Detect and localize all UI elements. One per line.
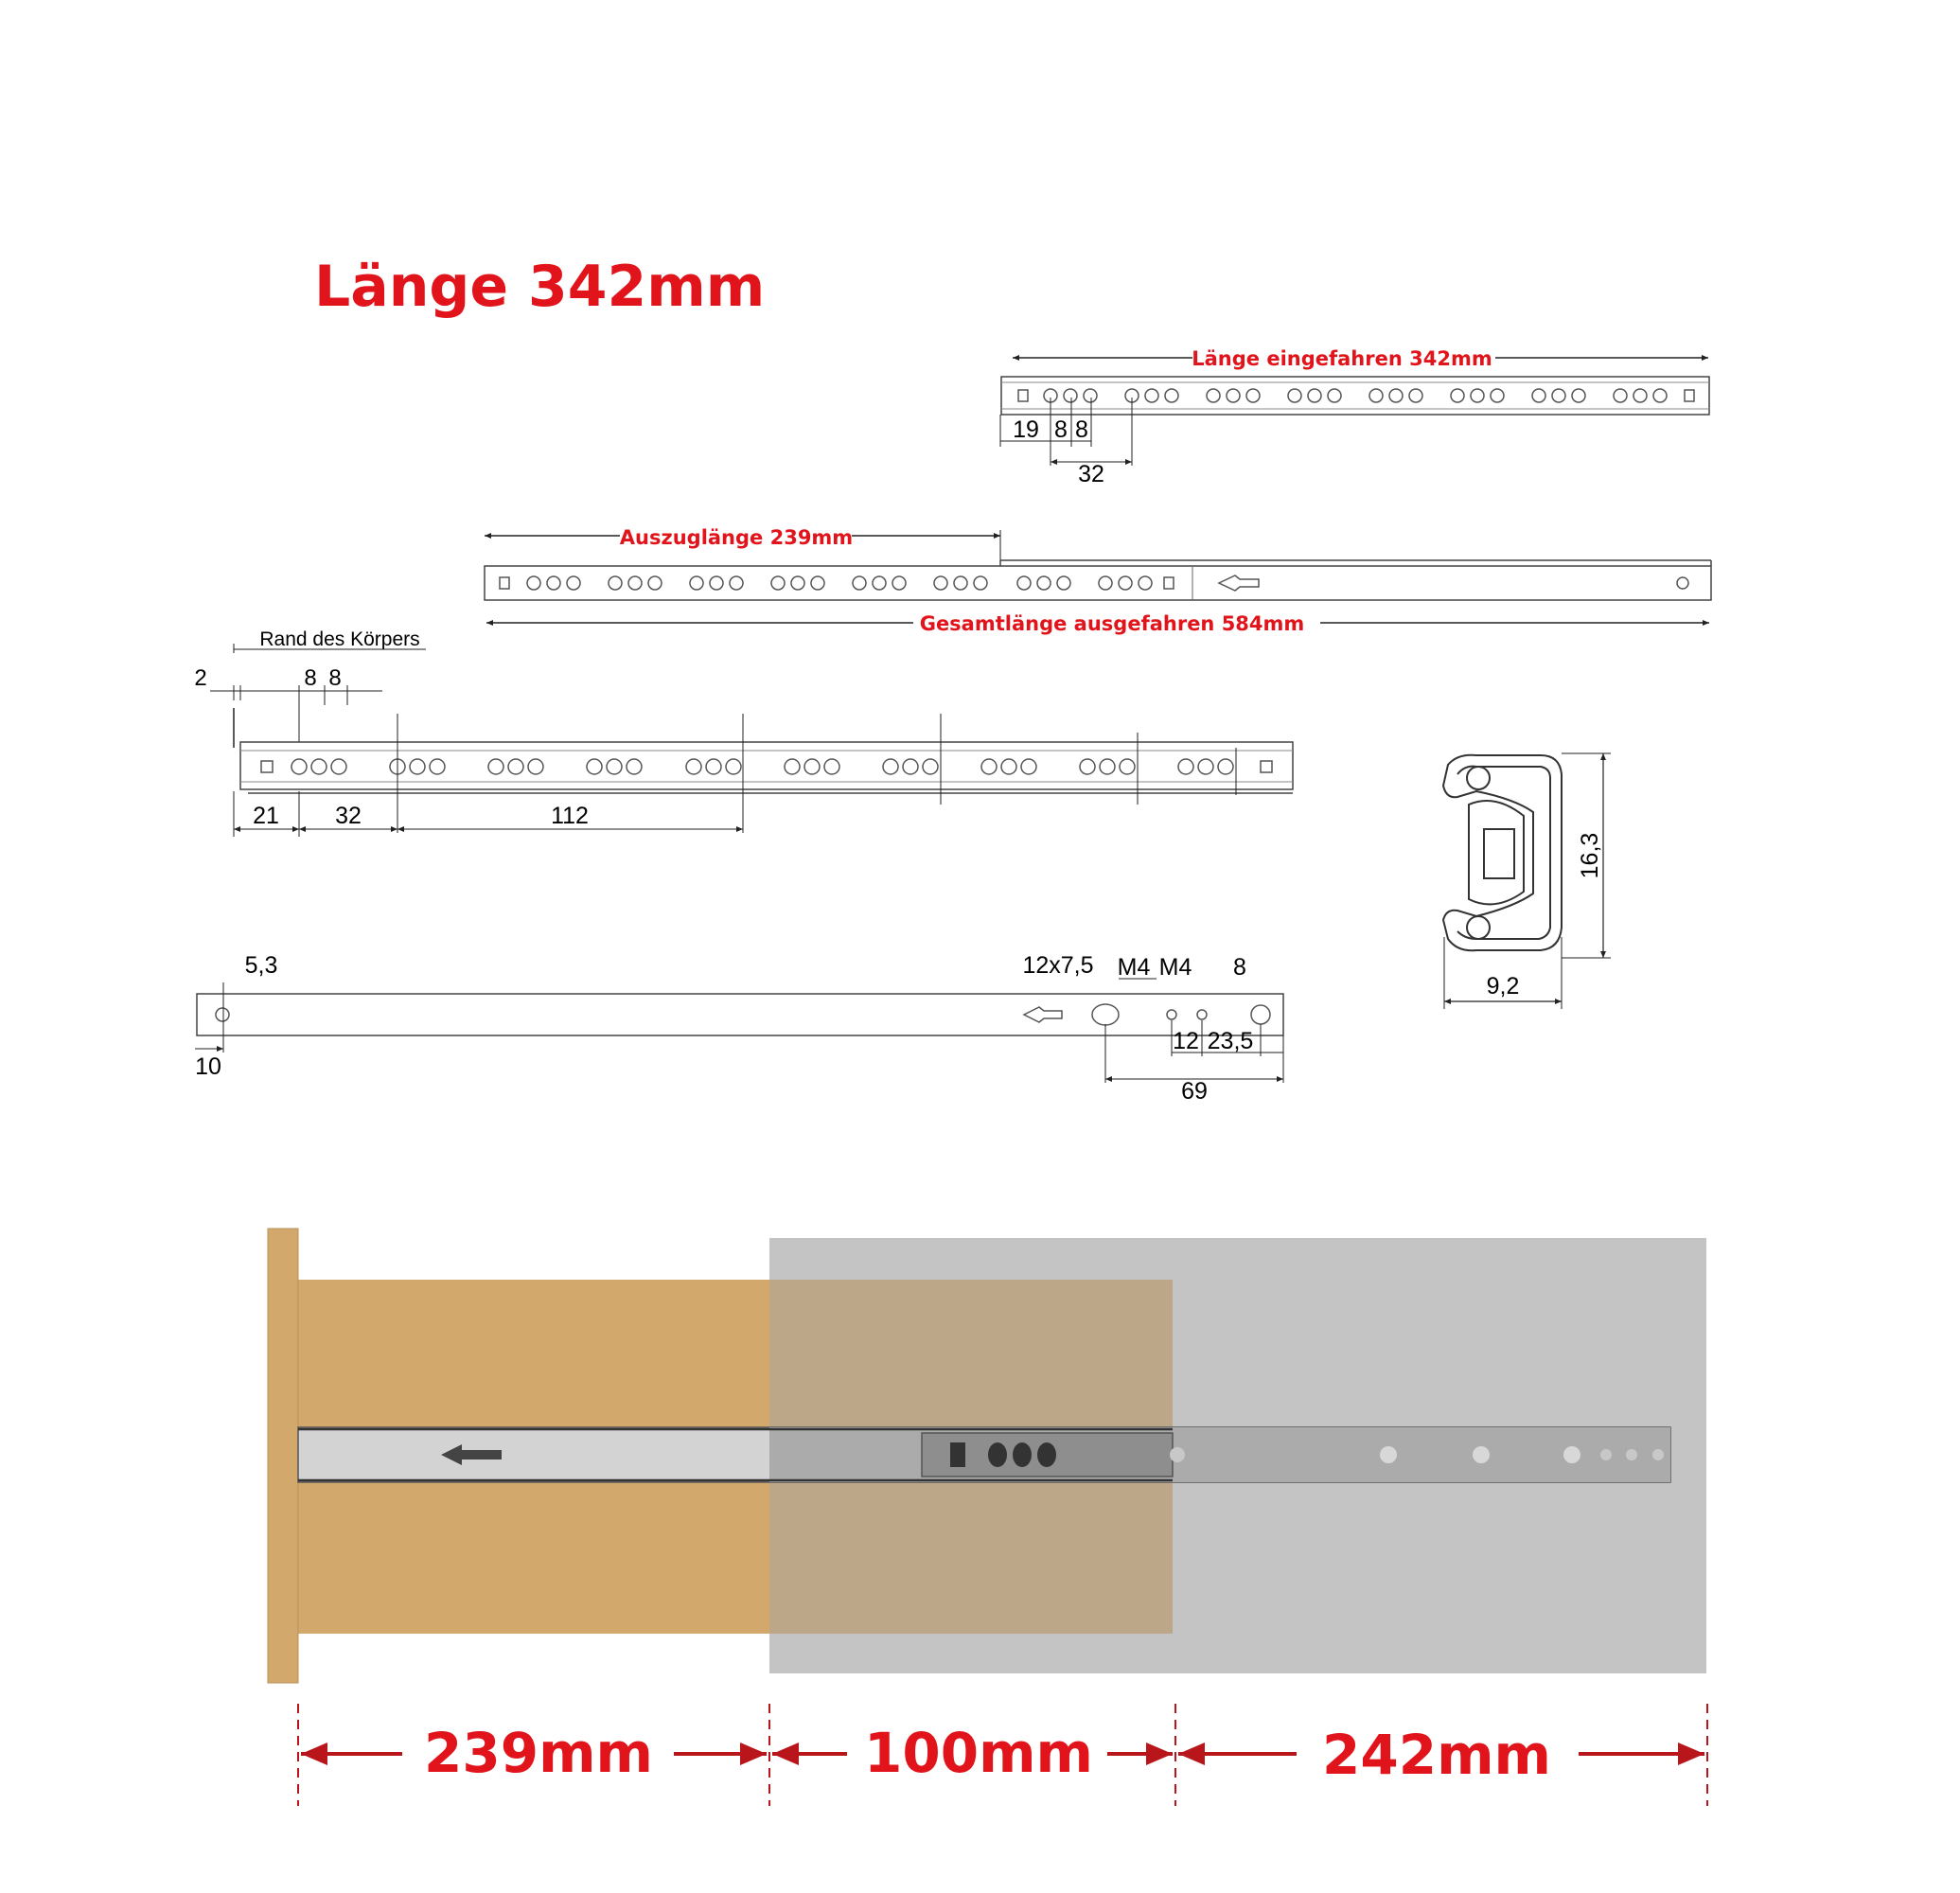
side-dim-8a: 8 bbox=[304, 665, 317, 691]
profile-width: 9,2 bbox=[1486, 973, 1520, 1000]
side-dim-8b: 8 bbox=[328, 665, 342, 691]
extension-length-label: Auszuglänge 239mm bbox=[619, 526, 854, 549]
bottom-dim-12x7-5: 12x7,5 bbox=[1022, 952, 1094, 979]
side-dim-2: 2 bbox=[194, 665, 207, 691]
side-dim-32: 32 bbox=[335, 803, 362, 829]
closed-dim-8a: 8 bbox=[1054, 416, 1068, 443]
bearing-hole-2 bbox=[1013, 1442, 1032, 1467]
closed-rail-drawing bbox=[1000, 347, 1709, 487]
bottom-dim-69: 69 bbox=[1181, 1078, 1208, 1105]
bottom-dim-5-3: 5,3 bbox=[244, 952, 278, 979]
drawer-illustration bbox=[268, 1229, 1707, 1806]
bottom-dim-12: 12 bbox=[1173, 1028, 1199, 1054]
bearing-hole-3 bbox=[1037, 1442, 1056, 1467]
profile-height: 16,3 bbox=[1577, 832, 1603, 879]
body-edge-label: Rand des Körpers bbox=[259, 628, 420, 650]
bottom-dim-8: 8 bbox=[1233, 954, 1246, 981]
closed-dim-32: 32 bbox=[1078, 461, 1104, 487]
total-length-label: Gesamtlänge ausgefahren 584mm bbox=[919, 612, 1305, 635]
segment-label-3: 242mm bbox=[1322, 1723, 1551, 1787]
side-view-drawing bbox=[194, 628, 1293, 837]
profile-drawing bbox=[1443, 753, 1611, 1009]
segment-label-2: 100mm bbox=[864, 1721, 1093, 1785]
segment-label-1: 239mm bbox=[424, 1721, 653, 1785]
extended-rail-body bbox=[485, 566, 1711, 600]
bottom-rail-body bbox=[197, 994, 1283, 1035]
bottom-rail-drawing bbox=[195, 952, 1283, 1105]
side-dim-112: 112 bbox=[551, 803, 589, 829]
closed-length-label: Länge eingefahren 342mm bbox=[1192, 347, 1492, 370]
page-title: Länge 342mm bbox=[314, 254, 766, 320]
bottom-dim-10: 10 bbox=[195, 1053, 221, 1080]
bottom-dim-m4a: M4 bbox=[1117, 954, 1151, 981]
bottom-dim-m4b: M4 bbox=[1158, 954, 1192, 981]
closed-dim-8b: 8 bbox=[1075, 416, 1088, 443]
bearing-hole-1 bbox=[988, 1442, 1007, 1467]
side-dim-21: 21 bbox=[253, 803, 279, 829]
bottom-dim-23-5: 23,5 bbox=[1207, 1028, 1254, 1054]
bearing-slot bbox=[950, 1442, 965, 1467]
extended-rail-drawing bbox=[485, 526, 1711, 635]
drawer-front bbox=[268, 1229, 298, 1683]
closed-dim-19: 19 bbox=[1013, 416, 1039, 443]
